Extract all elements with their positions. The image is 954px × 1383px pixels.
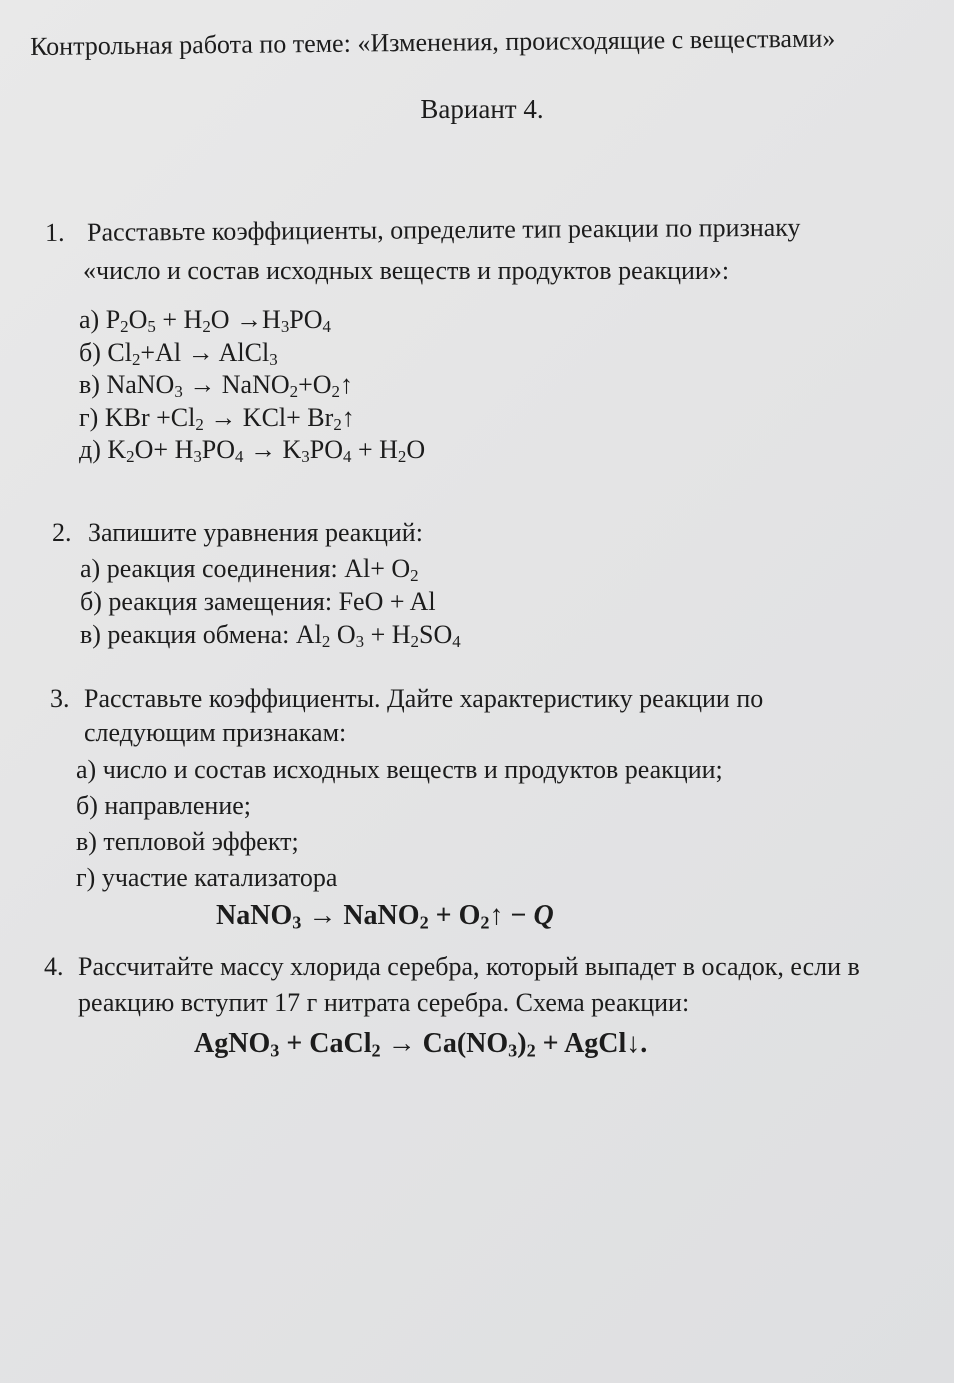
- reaction-formula: $Al+ O_2$: [344, 554, 419, 586]
- criterion-item: в) тепловой эффект;: [76, 827, 299, 856]
- equation-label: г): [79, 402, 99, 432]
- task-3: [50, 684, 930, 932]
- equation-label: б): [79, 337, 101, 367]
- task-2-heading: Запишите уравнения реакций:: [88, 518, 423, 547]
- equation-text: $Cl_2+Al$ → AlCl$_3$: [107, 337, 278, 369]
- task-4-equation: AgNO$_3$ + CaCl$_2$ → $Ca(NO_3)_2$ + AgCl↓.: [194, 1028, 648, 1061]
- equation-text: NaNO$_3$ → $NaNO_2+O_2↑$: [106, 370, 353, 402]
- reaction-label: б) реакция замещения:: [80, 587, 333, 616]
- equation-item: [79, 369, 935, 402]
- criterion-item: б) направление;: [76, 791, 251, 820]
- task-3-text-line1: Расставьте коэффициенты. Дайте характеристику реакции по: [84, 684, 764, 713]
- reaction-formula: $Al_2$ $O_3 + H_2SO_4$: [295, 620, 461, 652]
- task-1-equations: [79, 304, 935, 467]
- reaction-item: [80, 618, 932, 651]
- reaction-formula: FeO + Al: [338, 587, 436, 616]
- task-1-text-line1: Расставьте коэффициенты, определите тип реакции по признаку: [86, 212, 801, 247]
- equation-text: $K_2O+ H_3PO_4 \to K_3PO_4 + H_2O$: [107, 435, 426, 467]
- equation-label: д): [79, 435, 101, 464]
- equation-item: [79, 434, 935, 467]
- equation-label: в): [79, 370, 100, 399]
- task-4: [44, 952, 934, 1060]
- task-1: [45, 212, 935, 467]
- reaction-label: а) реакция соединения:: [80, 554, 338, 583]
- task-4-text-line1: Рассчитайте массу хлорида серебра, который выпадет в осадок, если в: [78, 952, 860, 981]
- criterion-item: г) участие катализатора: [76, 863, 338, 892]
- task-2-number: 2.: [52, 518, 72, 547]
- task-4-text-line2: реакцию вступит 17 г нитрата серебра. Схема реакции:: [78, 988, 690, 1017]
- task-3-items: [76, 752, 930, 896]
- task-4-number: 4.: [44, 952, 64, 981]
- task-2: [52, 518, 932, 651]
- task-3-equation: NaNO$_3$ → NaNO$_2$ + $O_2↑ - Q$: [216, 900, 554, 933]
- equation-label: а): [79, 305, 100, 334]
- criterion-item: а) число и состав исходных веществ и продуктов реакции;: [76, 755, 723, 784]
- task-1-number: 1.: [45, 217, 65, 247]
- equation-item: [79, 337, 935, 370]
- task-3-text-line2: следующим признакам:: [84, 718, 347, 747]
- task-1-text-line2: «число и состав исходных веществ и продуктов реакции»:: [83, 256, 730, 285]
- equation-item: [79, 402, 935, 435]
- reaction-item: [80, 552, 932, 585]
- page-title: Контрольная работа по теме: «Изменения, происходящие с веществами»: [30, 23, 836, 61]
- variant-heading: Вариант 4.: [420, 94, 544, 124]
- equation-text: KBr $+Cl_2 \to KCl+$ $Br_2↑$: [104, 402, 355, 434]
- equation-text: $P_2O_5 + H_2O \to H_3PO_4$: [105, 305, 331, 337]
- reaction-label: в) реакция обмена:: [80, 620, 290, 649]
- equation-item: [79, 304, 935, 337]
- task-2-items: [80, 552, 932, 651]
- task-3-number: 3.: [50, 684, 70, 713]
- reaction-item: [80, 585, 932, 618]
